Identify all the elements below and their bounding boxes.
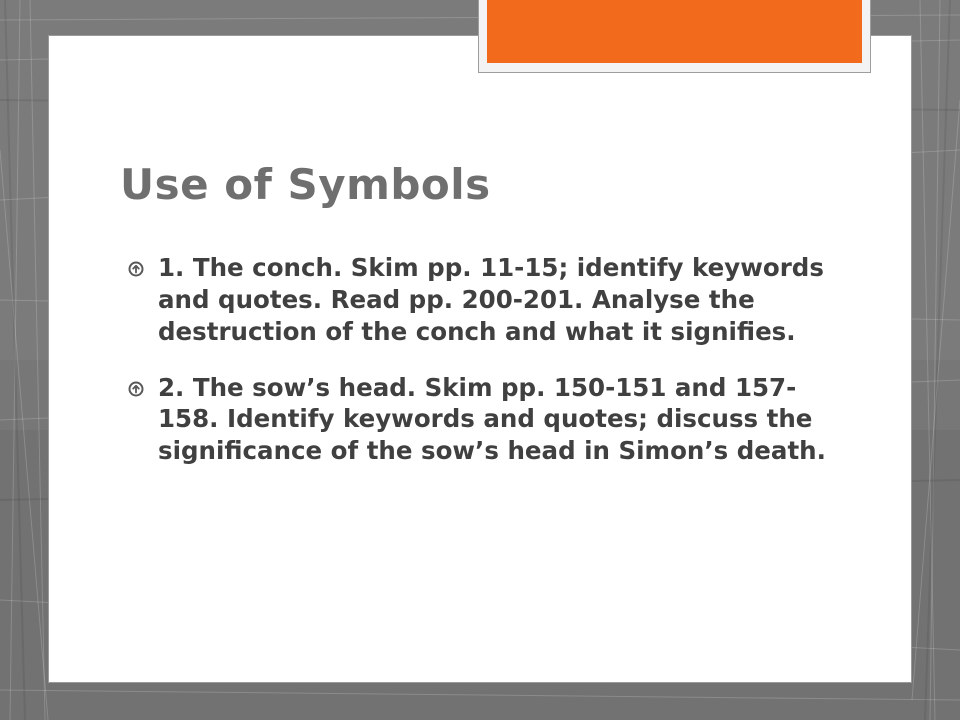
bullet-item-2 bbox=[128, 372, 828, 468]
hollow-circle-up-arrow-icon bbox=[128, 381, 144, 397]
accent-tab-fill bbox=[487, 0, 862, 63]
hollow-circle-up-arrow-icon bbox=[128, 261, 144, 277]
bullet-item-1 bbox=[128, 252, 828, 348]
accent-tab bbox=[478, 0, 871, 73]
bullet-text-2: 2. The sow’s head. Skim pp. 150-151 and 157-158. Identify keywords and quotes; discuss the significance of the sow’s head in Simon’s death. bbox=[158, 372, 826, 466]
bullet-list bbox=[128, 252, 828, 491]
bullet-text-1: 1. The conch. Skim pp. 11-15; identify keywords and quotes. Read pp. 200-201. Analyse the destruction of the conch and what it signifies. bbox=[158, 253, 824, 346]
slide-title: Use of Symbols bbox=[120, 160, 491, 209]
